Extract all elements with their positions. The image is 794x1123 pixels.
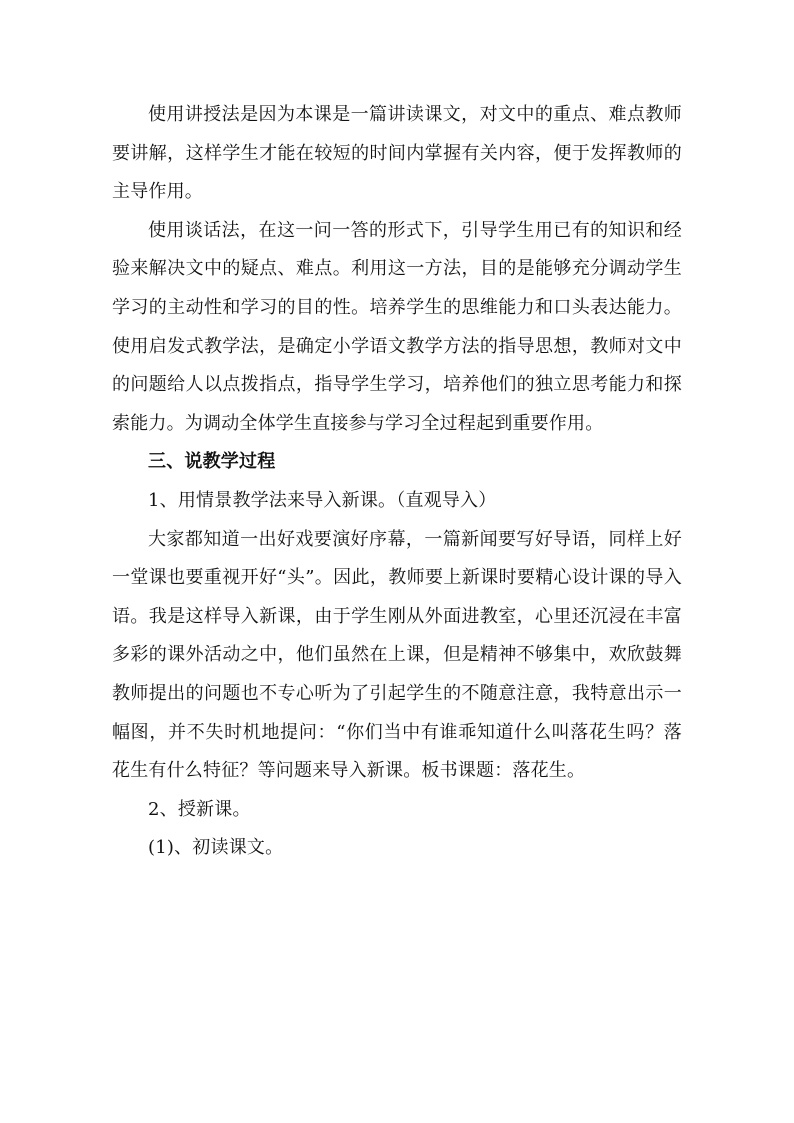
step-1-title: 1、用情景教学法来导入新课。（直观导入）	[148, 489, 497, 511]
step-2-subtitle: (1)、初读课文。	[148, 837, 284, 859]
step-1-body: 大家都知道一出好戏要演好序幕，一篇新闻要写好导语，同样上好一堂课也要重视开好“头”。因此，教师要上新课时要精心设计课的导入语。我是这样导入新课，由于学生刚从外面进教室，心里还沉浸在丰富多彩的课外活动之中，他们虽然在上课，但是精神不够集中，欢欣鼓舞教师提出的问题也不专心听为了引起学生的不随意注意，我特意出示一幅图，并不失时机地提问：“你们当中有谁乖知道什么叫落花生吗？落花生有什么特征？等问题来导入新课。板书课题：落花生。	[112, 528, 682, 782]
paragraph-lecture-method: 使用讲授法是因为本课是一篇讲读课文，对文中的重点、难点教师要讲解，这样学生才能在较短的时间内掌握有关内容，便于发挥教师的主导作用。	[112, 104, 682, 203]
section-heading: 三、说教学过程	[148, 451, 276, 473]
step-2-title: 2、授新课。	[148, 798, 251, 820]
document-body	[112, 96, 682, 868]
paragraph-discussion-method: 使用谈话法，在这一问一答的形式下，引导学生用已有的知识和经验来解决文中的疑点、难点。利用这一方法，目的是能够充分调动学生学习的主动性和学习的目的性。培养学生的思维能力和口头表达能力。使用启发式教学法，是确定小学语文教学方法的指导思想，教师对文中的问题给人以点拨指点，指导学生学习，培养他们的独立思考能力和探索能力。为调动全体学生直接参与学习全过程起到重要作用。	[112, 219, 682, 434]
